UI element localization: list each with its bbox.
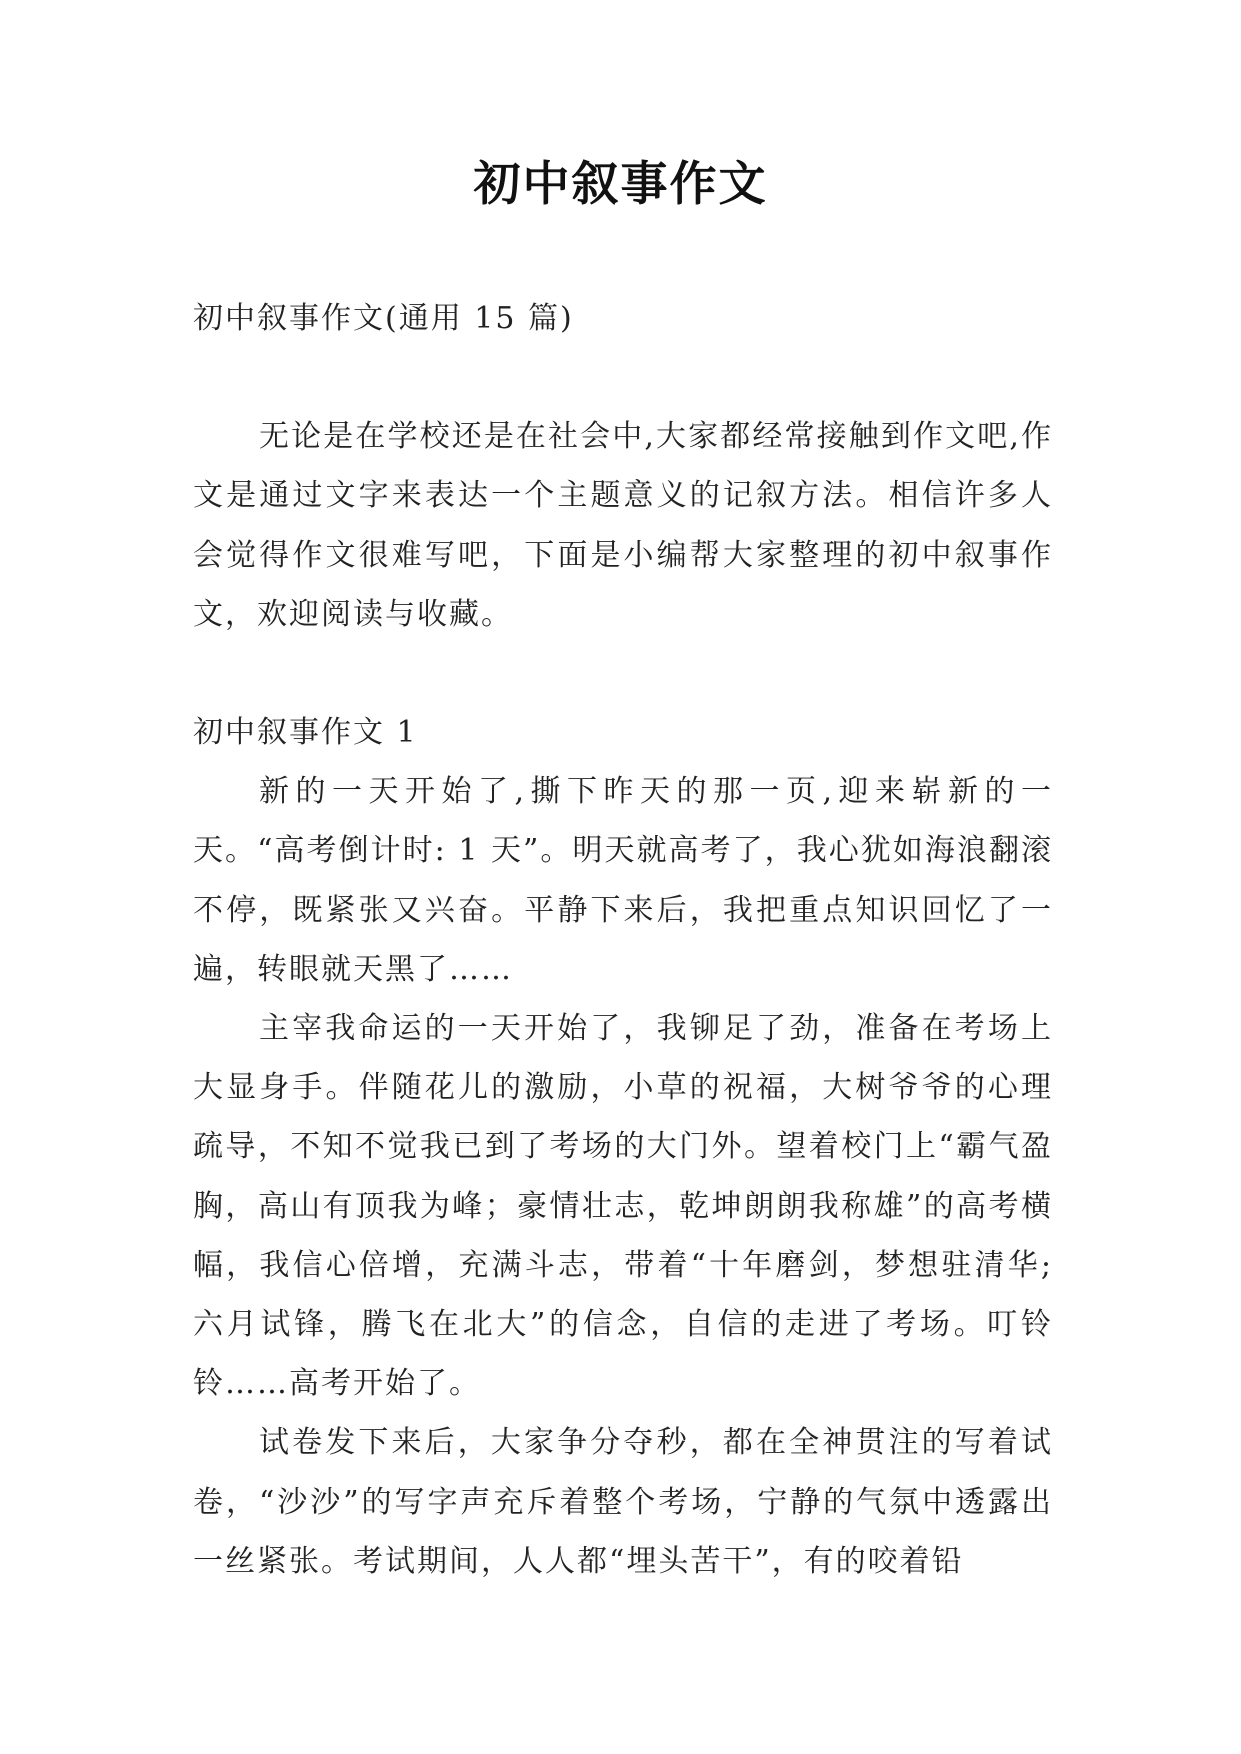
essay-paragraph: 新的一天开始了,撕下昨天的那一页,迎来崭新的一天。“高考倒计时: 1 天”。明天就高考了，我心犹如海浪翻滚不停，既紧张又兴奋。平静下来后，我把重点知识回忆了一遍，转眼就天黑了……: [193, 774, 1053, 987]
essay-paragraph: 主宰我命运的一天开始了，我铆足了劲，准备在考场上大显身手。伴随花儿的激励，小草的祝福，大树爷爷的心理疏导，不知不觉我已到了考场的大门外。望着校门上“霸气盈胸，高山有顶我为峰；豪情壮志，乾坤朗朗我称雄”的高考横幅，我信心倍增，充满斗志，带着“十年磨剑，梦想驻清华; 六月试锋，腾飞在北大”的信念，自信的走进了考场。叮铃铃……高考开始了。: [193, 1011, 1053, 1402]
document-title: 初中叙事作文: [473, 157, 768, 212]
document-body: [193, 289, 1053, 1591]
intro-paragraph: 无论是在学校还是在社会中,大家都经常接触到作文吧,作文是通过文字来表达一个主题意义的记叙方法。相信许多人会觉得作文很难写吧，下面是小编帮大家整理的初中叙事作文，欢迎阅读与收藏。: [193, 419, 1053, 632]
document-subtitle: 初中叙事作文(通用 15 篇): [193, 301, 574, 336]
essay-paragraph: 试卷发下来后，大家争分夺秒，都在全神贯注的写着试卷，“沙沙”的写字声充斥着整个考场，宁静的气氛中透露出一丝紧张。考试期间，人人都“埋头苦干”，有的咬着铅: [193, 1425, 1053, 1579]
essay-heading: 初中叙事作文 1: [193, 715, 418, 751]
